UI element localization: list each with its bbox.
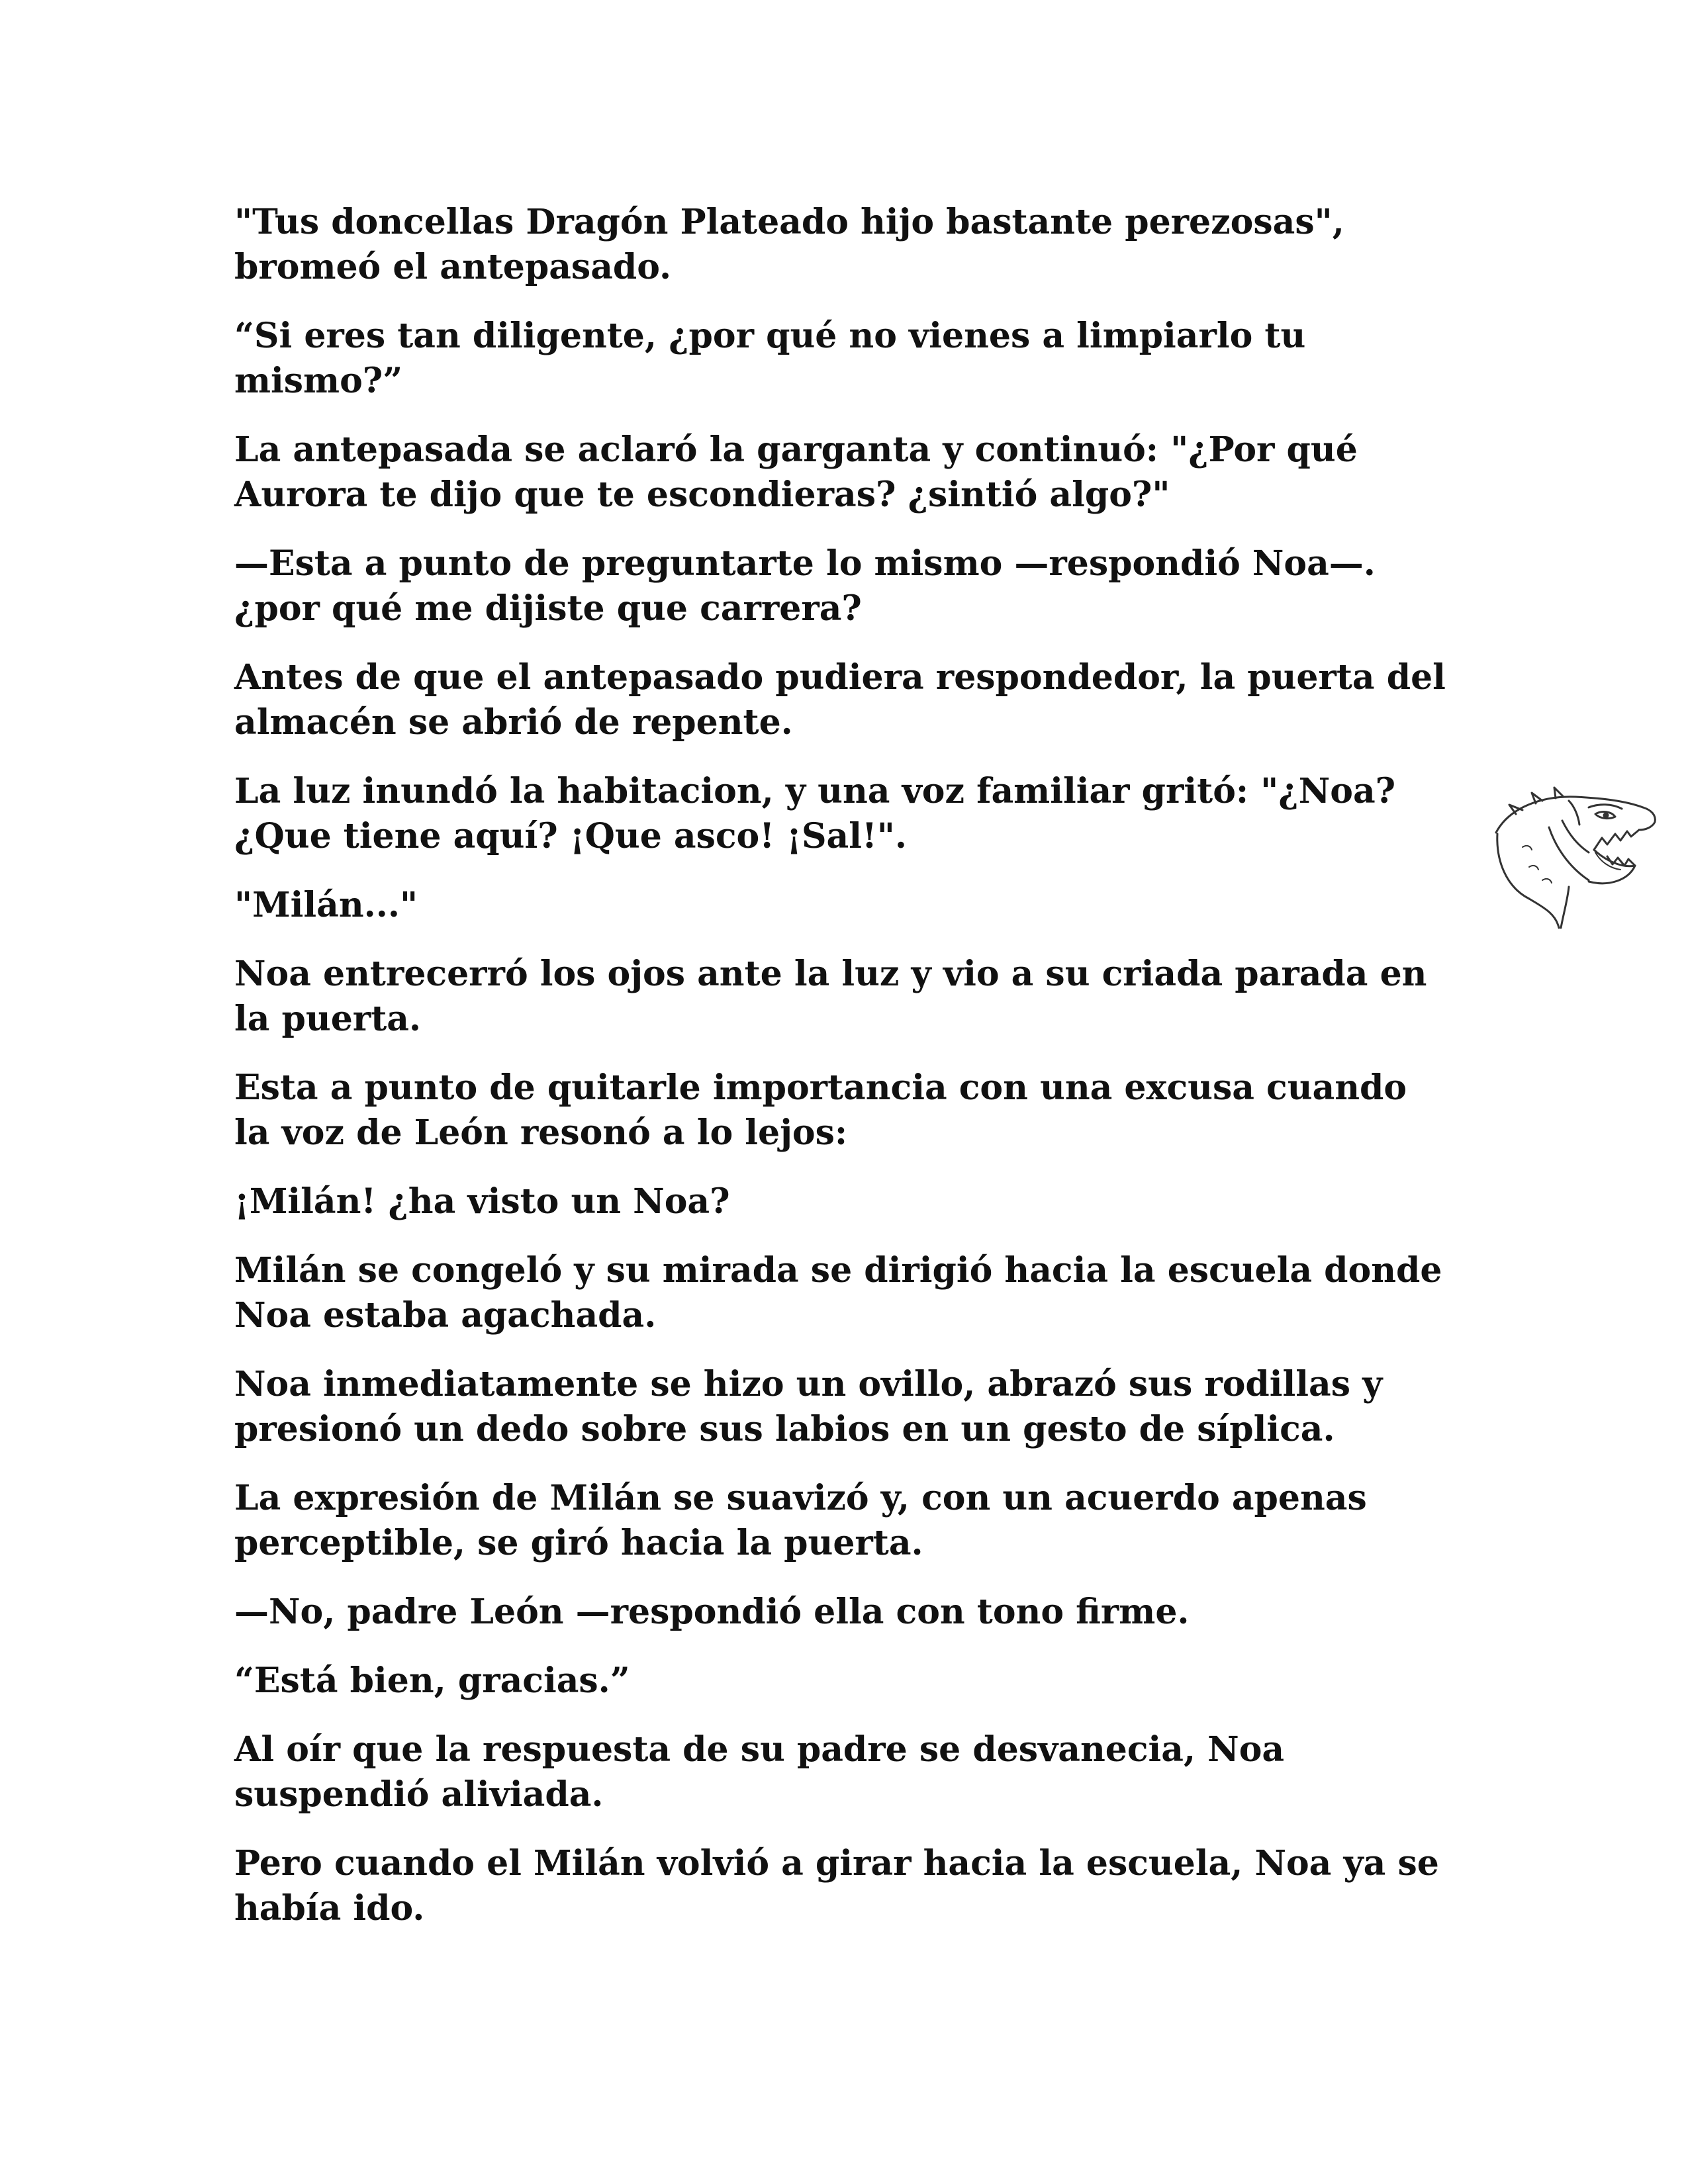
paragraph: —No, padre León —respondió ella con tono firme.: [234, 1592, 1190, 1632]
paragraph: Milán se congeló y su mirada se dirigió hacia la escuela donde Noa estaba agachada.: [234, 1250, 1442, 1336]
paragraph: Esta a punto de quitarle importancia con una excusa cuando la voz de León resonó a lo lejos:: [234, 1068, 1407, 1153]
paragraph: Antes de que el antepasado pudiera respondedor, la puerta del almacén se abrió de repente.: [234, 657, 1446, 743]
paragraph: Al oír que la respuesta de su padre se desvanecia, Noa suspendió aliviada.: [234, 1729, 1285, 1815]
paragraph: —Esta a punto de preguntarte lo mismo —respondió Noa—. ¿por qué me dijiste que carrera?: [234, 543, 1376, 629]
paragraph: “Está bien, gracias.”: [234, 1661, 630, 1701]
paragraph: Noa entrecerró los ojos ante la luz y vio a su criada parada en la puerta.: [234, 954, 1427, 1039]
paragraph: Pero cuando el Milán volvió a girar hacia la escuela, Noa ya se había ido.: [234, 1843, 1439, 1929]
paragraph: La luz inundó la habitacion, y una voz familiar gritó: "¿Noa? ¿Que tiene aquí? ¡Que asco! ¡Sal!".: [234, 771, 1396, 856]
paragraph: ¡Milán! ¿ha visto un Noa?: [234, 1181, 730, 1222]
paragraph: La antepasada se aclaró la garganta y continuó: "¿Por qué Aurora te dijo que te escondieras? ¿sintió algo?": [234, 430, 1358, 515]
paragraph: La expresión de Milán se suavizó y, con un acuerdo apenas perceptible, se giró hacia la puerta.: [234, 1478, 1367, 1563]
story-text: [234, 200, 1492, 1955]
paragraph: Noa inmediatamente se hizo un ovillo, abrazó sus rodillas y presionó un dedo sobre sus labios en un gesto de síplica.: [234, 1364, 1383, 1449]
paragraph: "Milán...": [234, 885, 418, 925]
paragraph: "Tus doncellas Dragón Plateado hijo bastante perezosas", bromeó el antepasado.: [234, 202, 1344, 287]
paragraph: “Si eres tan diligente, ¿por qué no vienes a limpiarlo tu mismo?”: [234, 316, 1306, 401]
dragon-head-sketch-icon: [1489, 781, 1662, 930]
